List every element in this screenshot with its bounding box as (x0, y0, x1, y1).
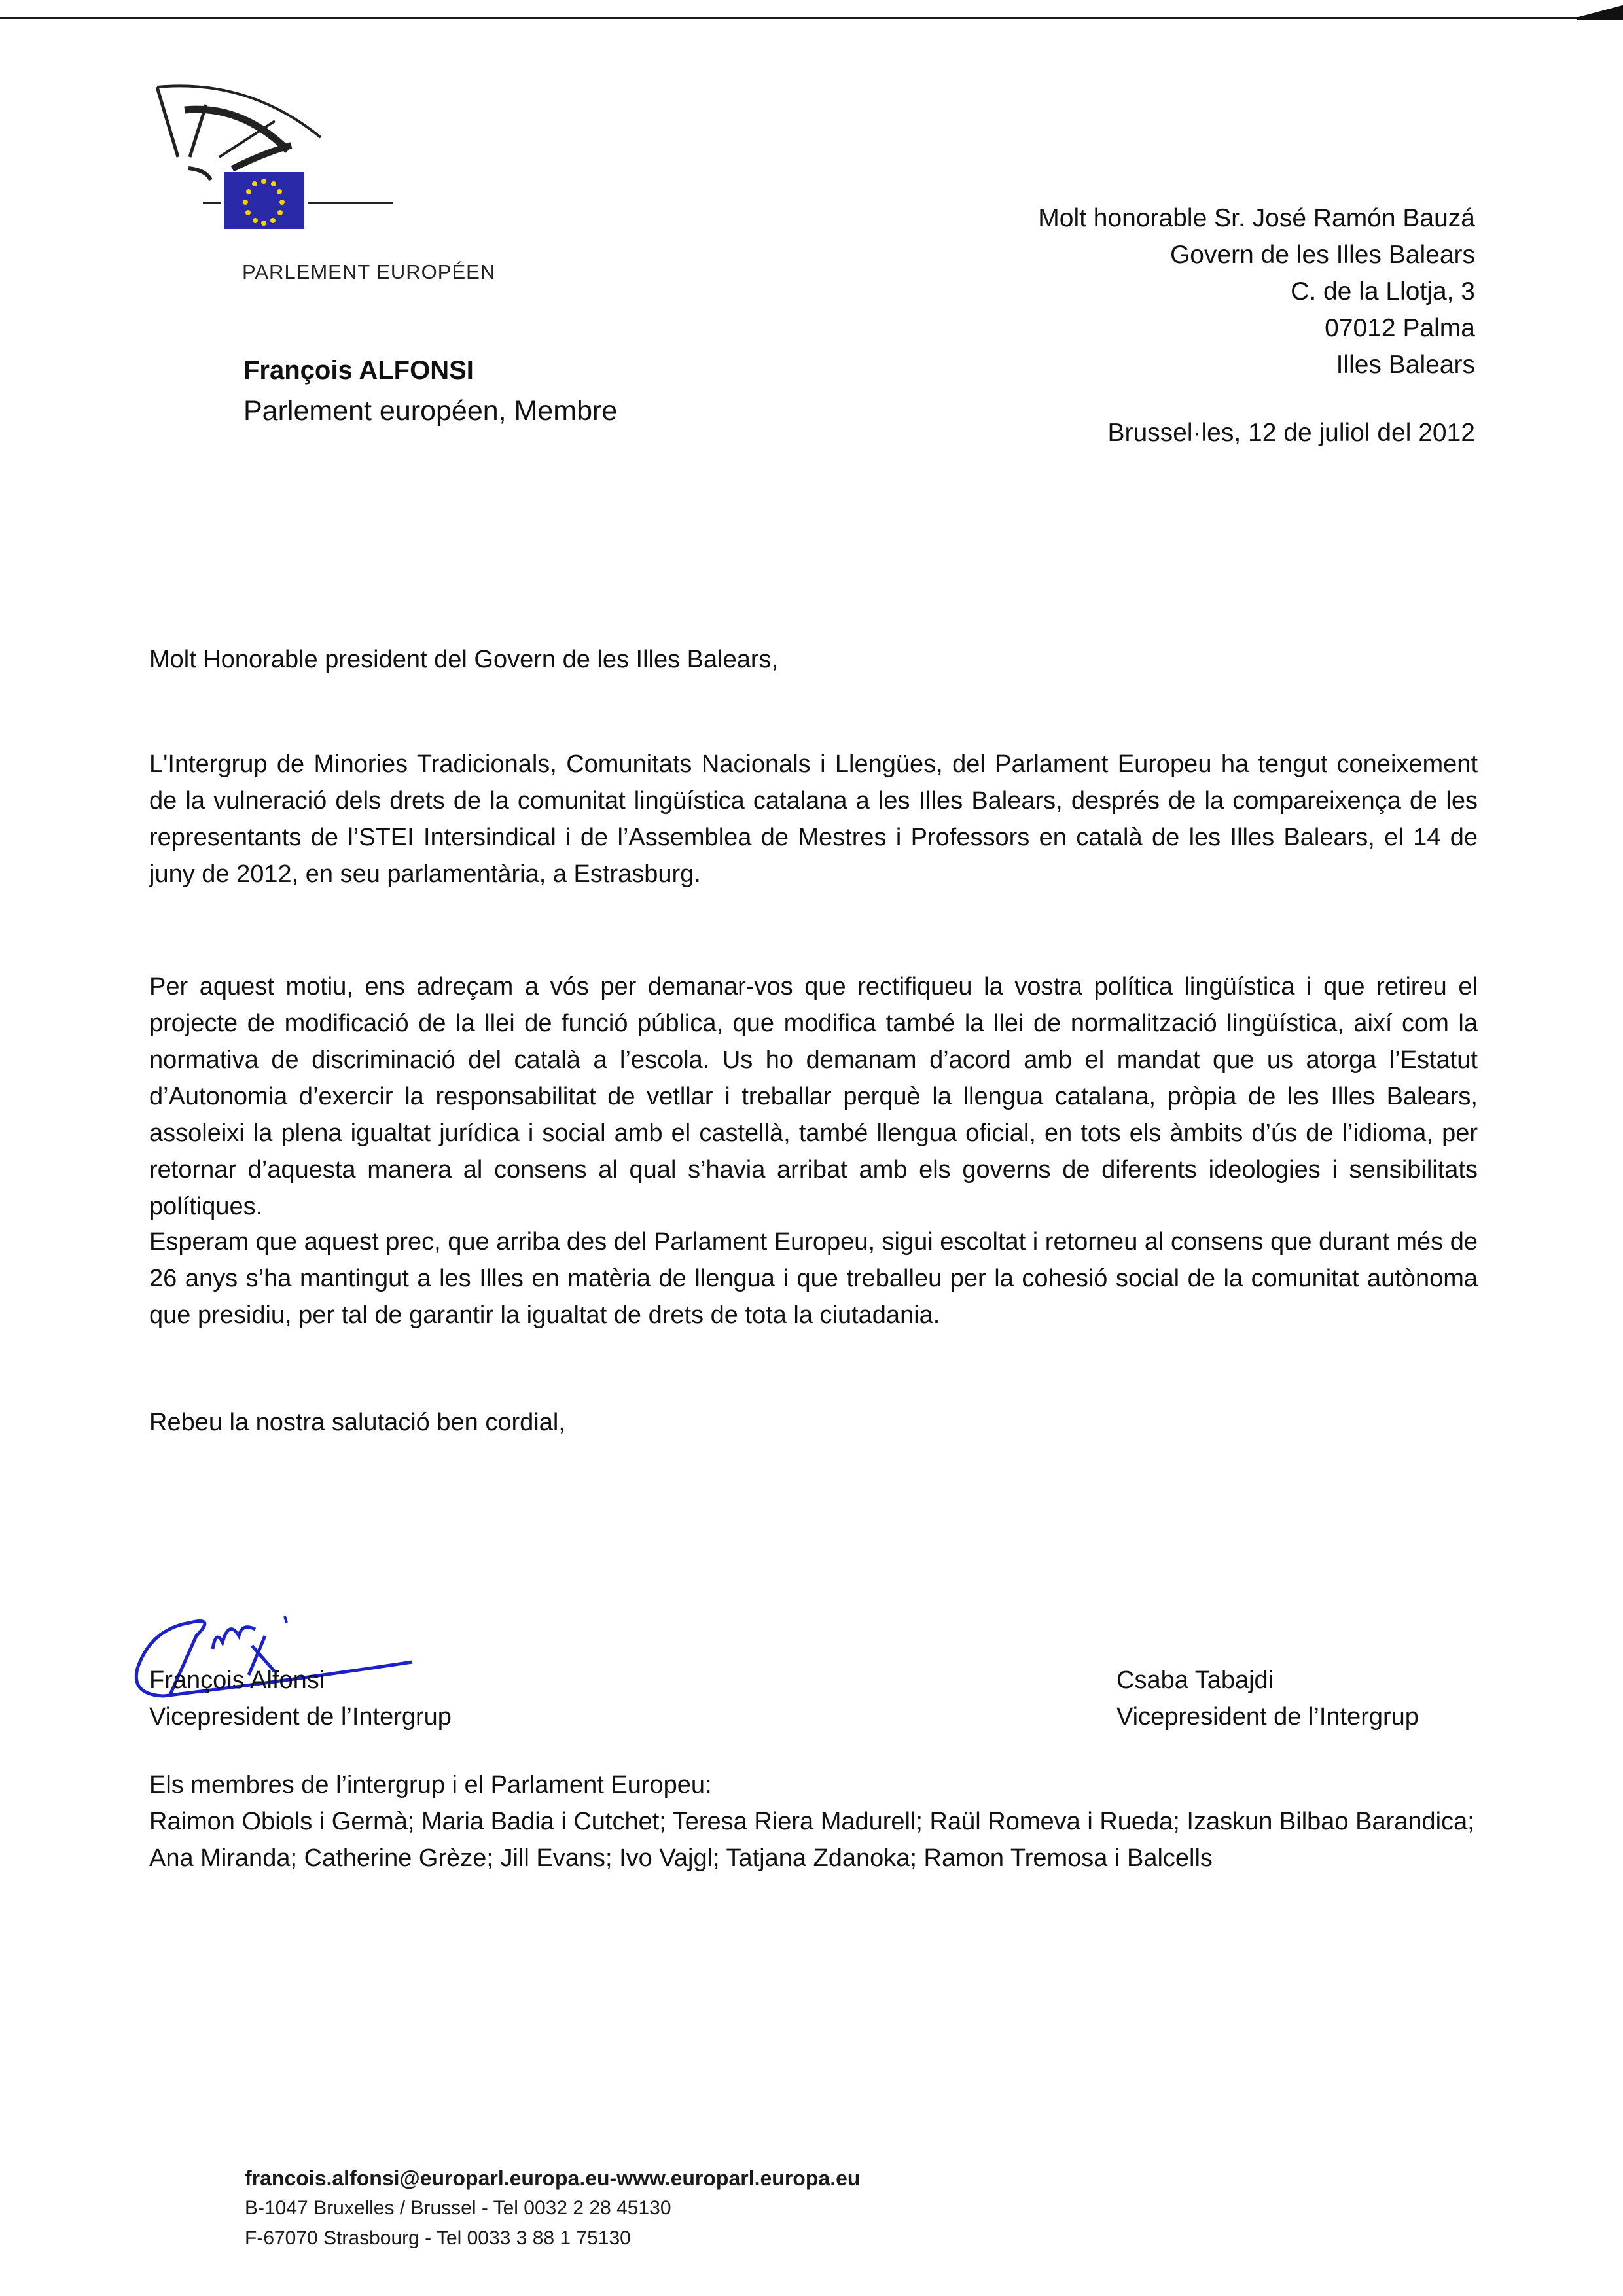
european-parliament-logo-icon (131, 72, 497, 229)
recipient-line: Molt honorable Sr. José Ramón Bauzá (1038, 204, 1475, 232)
signatory-name: Csaba Tabajdi (1116, 1667, 1274, 1694)
recipient-address (1038, 200, 1475, 383)
institution-name: PARLEMENT EUROPÉEN (242, 260, 496, 283)
members-heading: Els membres de l’intergrup i el Parlament Europeu: (149, 1771, 712, 1799)
footer-contact: francois.alfonsi@europarl.europa.eu-www.europarl.europa.eu (245, 2166, 861, 2190)
signatory-block (149, 1662, 452, 1735)
members-list: Raimon Obiols i Germà; Maria Badia i Cutchet; Teresa Riera Madurell; Raül Romeva i Rueda; Izaskun Bilbao Barandica; Ana Miranda; Catherine Grèze; Jill Evans; Ivo Vajgl; Tatjana Zdanoka; Ramon Tremosa i Balcells (149, 1808, 1474, 1872)
footer-brussels: B-1047 Bruxelles / Brussel - Tel 0032 2 28 45130 (245, 2197, 671, 2219)
footer (245, 2163, 860, 2253)
footer-strasbourg: F-67070 Strasbourg - Tel 0033 3 88 1 75130 (245, 2227, 631, 2249)
body-paragraph: Per aquest motiu, ens adreçam a vós per demanar-vos que rectifiqueu la vostra política lingüística i que retireu el projecte de modificació de la llei de funció pública, que modifica també la llei de normalització lingüística, així com la normativa de discriminació del català a l’escola. Us ho demanam d’acord amb el mandat que us atorga l’Estatut d’Autonomia d’exercir la responsabilitat de vetllar i treballar perquè la llengua catalana, pròpia de les Illes Balears, assoleixi la plena igualtat jurídica i social amb el castellà, també llengua oficial, en tots els àmbits d’ús de l’idioma, per retornar d’aquesta manera al consens al qual s’havia arribat amb els governs de diferents ideologies i sensibilitats polítiques. (149, 973, 1478, 1220)
members-section (149, 1767, 1478, 1877)
body-paragraph: Esperam que aquest prec, que arriba des del Parlament Europeu, sigui escoltat i retorneu al consens que durant més de 26 anys s’ha mantingut a les Illes en matèria de llengua i que treballeu per la cohesió social de la comunitat autònoma que presidiu, per tal de garantir la igualtat de drets de tota la ciutadania. (149, 1228, 1478, 1329)
scan-edge-line (0, 17, 1623, 19)
signatory-title: Vicepresident de l’Intergrup (1116, 1703, 1419, 1731)
recipient-line: Govern de les Illes Balears (1169, 241, 1475, 269)
recipient-line: C. de la Llotja, 3 (1291, 277, 1475, 306)
sender-name: François ALFONSI (243, 356, 474, 385)
salutation: Molt Honorable president del Govern de les Illes Balears, (149, 646, 779, 673)
recipient-line: Illes Balears (1336, 351, 1475, 379)
sender-role: Parlement européen, Membre (243, 395, 618, 427)
signatory-block (1116, 1662, 1419, 1735)
body-paragraph: L'Intergrup de Minories Tradicionals, Comunitats Nacionals i Llengües, del Parlament Europeu ha tengut coneixement de la vulneració dels drets de la comunitat lingüística catalana a les Illes Balears, després de la compareixença de les representants de l’STEI Intersindical i de l’Assemblea de Mestres i Professors en català de les Illes Balears, el 14 de juny de 2012, en seu parlamentària, a Estrasburg. (149, 751, 1478, 888)
signatory-title: Vicepresident de l’Intergrup (149, 1703, 452, 1731)
scan-edge-corner (1577, 5, 1623, 20)
place-date: Brussel·les, 12 de juliol del 2012 (1107, 419, 1475, 447)
recipient-line: 07012 Palma (1325, 314, 1475, 342)
signatory-name: François Alfonsi (149, 1667, 325, 1694)
closing-line: Rebeu la nostra salutació ben cordial, (149, 1409, 565, 1436)
